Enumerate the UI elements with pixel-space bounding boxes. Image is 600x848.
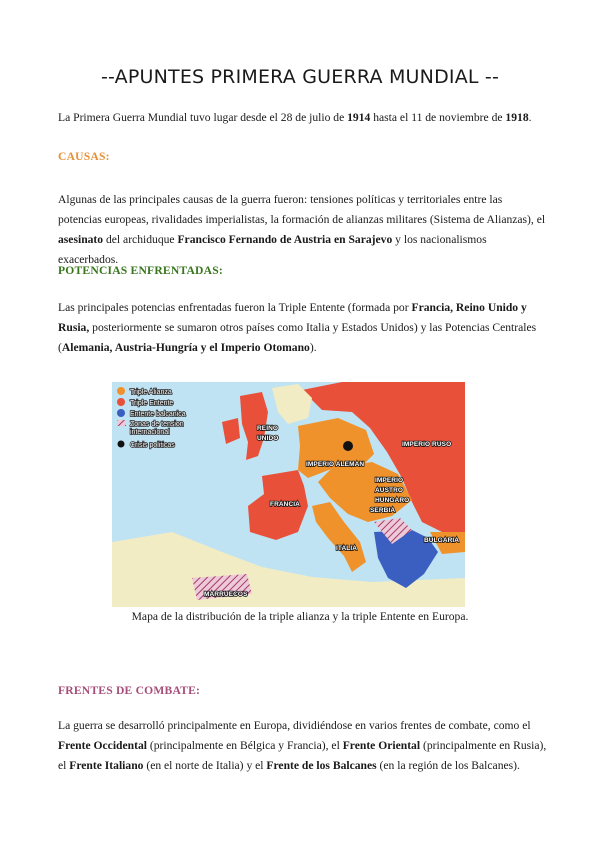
legend-swatch-crisis [118,441,125,448]
fronts-text-5: (en la región de los Balcanes). [376,759,520,772]
fronts-text-3: (principalmente en Rusia), el [58,739,547,772]
legend-crisis-politicas: Crisis politicas [130,442,175,449]
front-oriental: Frente Oriental [342,739,421,752]
front-balcanes: Frente de los Balcanes [266,759,377,772]
label-francia: FRANCIA [270,501,300,508]
fronts-paragraph [58,716,548,776]
label-unido: UNIDO [257,435,279,442]
causes-text-1: Algunas de las principales causas de la guerra fueron: tensiones políticas y territoriales entre las potencias europeas, rivalidades imperialistas, la formación de alianzas militares (Sistema de Alianzas), el [58,193,546,226]
label-imperio-ruso: IMPERIO RUSO [402,441,452,448]
intro-year-start: 1914 [347,111,371,124]
powers-paragraph [58,298,548,358]
document-title: --APUNTES PRIMERA GUERRA MUNDIAL -- [100,66,500,88]
intro-paragraph [58,108,548,128]
intro-text-1: La Primera Guerra Mundial tuvo lugar desde el 28 de julio de [58,111,348,124]
label-bulgaria: BULGARIA [424,537,460,544]
map-svg [112,382,465,607]
front-occidental: Frente Occidental [58,739,147,752]
europe-alliances-map [112,382,465,607]
map-caption: Mapa de la distribución de la triple alianza y la triple Entente en Europa. [131,610,469,623]
causes-paragraph [58,190,548,270]
causes-bold-1: asesinato [58,233,104,246]
label-marruecos: MARRUECOS [204,591,248,598]
fronts-text-2: (principalmente en Bélgica y Francia), el [146,739,343,752]
intro-text-2: hasta el 11 de noviembre de [370,111,506,124]
label-serbia: SERBIA [370,507,396,514]
intro-text-3: . [528,111,532,124]
legend-swatch-triple-entente [117,398,125,406]
fronts-text-1: La guerra se desarrolló principalmente en Europa, dividiéndose en varios frentes de combate, como el [58,719,531,732]
causes-text-3: y los nacionalismos exacerbados. [58,233,487,266]
causes-heading: CAUSAS: [58,150,110,163]
label-italia: ITALIA [336,545,358,552]
intro-year-end: 1918 [505,111,529,124]
legend-swatch-triple-alianza [117,387,125,395]
powers-text-2: posteriormente se sumaron otros países como Italia y Estados Unidos) y las Potencias Centrales ( [58,321,537,354]
label-reino: REINO [257,425,279,432]
label-austro: AUSTRO [375,487,404,494]
legend-triple-entente: Triple Entente [130,400,174,407]
powers-text-1: Las principales potencias enfrentadas fueron la Triple Entente (formada por [58,301,412,314]
legend-internacional: internacional [130,429,170,436]
fronts-text-4: (en el norte de Italia) y el [143,759,267,772]
front-italiano: Frente Italiano [69,759,144,772]
legend-swatch-entente-balcanica [117,409,125,417]
causes-bold-2: Francisco Fernando de Austria en Sarajevo [177,233,393,246]
legend-swatch-tension [117,420,126,426]
powers-text-3: ). [309,341,317,354]
legend-entente-balcanica: Entente balcanica [130,411,186,418]
causes-text-2: del archiduque [103,233,178,246]
crisis-marker [343,441,353,451]
label-hungaro: HUNGARO [375,497,410,504]
legend-zonas-tension: Zonas de tension [130,421,184,428]
powers-heading: POTENCIAS ENFRENTADAS: [58,264,223,277]
powers-bold-1: Francia, Reino Unido y Rusia, [58,301,527,334]
legend-triple-alianza: Triple Alianza [130,389,172,396]
label-imperio-aleman: IMPERIO ALEMAN [306,461,365,468]
fronts-heading: FRENTES DE COMBATE: [58,684,201,697]
powers-bold-2: Alemania, Austria-Hungría y el Imperio Otomano [61,341,310,354]
label-imperio: IMPERIO [375,477,404,484]
